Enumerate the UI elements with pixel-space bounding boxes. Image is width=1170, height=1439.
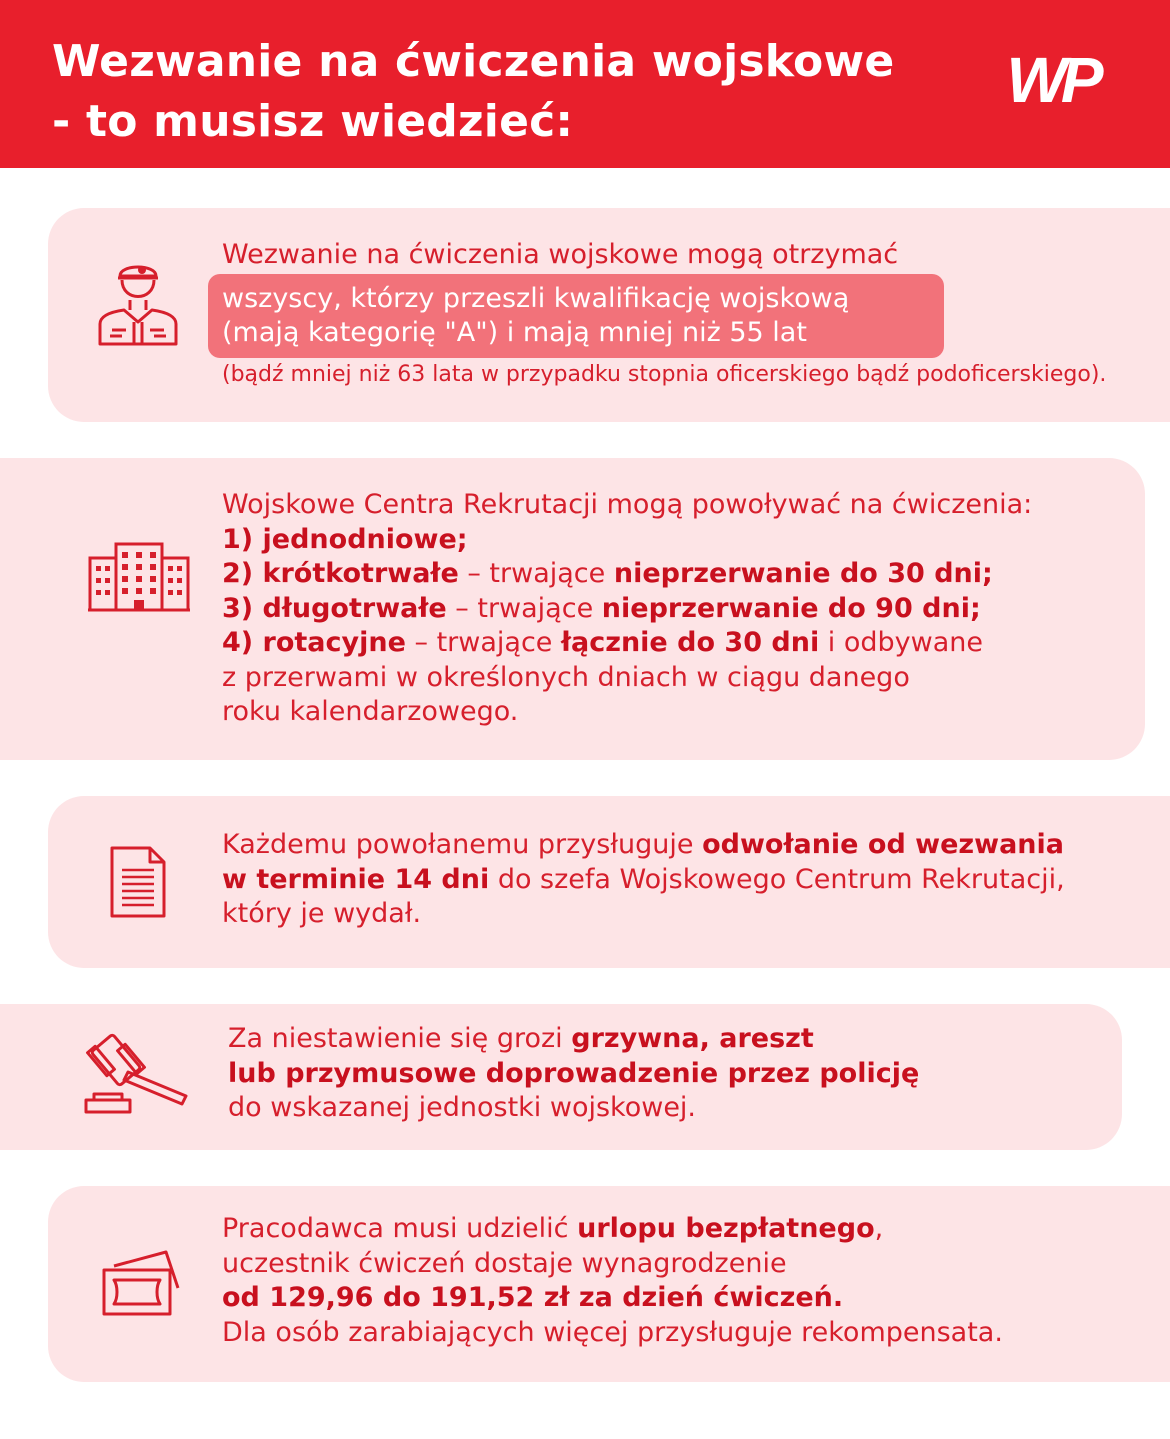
- section2-text: Wojskowe Centra Rekrutacji mogą powoływać na ćwiczenia: 1) jednodniowe; 2) krótkotrwałe – trwające nieprzerwanie do 30 dni; 3) długotrwałe – trwające nieprzerwanie do 90 dni; 4) rotacyjne – trwające łącznie do 30 dni i odbywane z przerwami w określonych dniach w ciągu danego roku kalendarzowego.: [222, 489, 1033, 727]
- section1-highlight: wszyscy, którzy przeszli kwalifikację wojskową (mają kategorię "A") i mają mniej niż 55 lat: [222, 283, 850, 348]
- section1-note: (bądź mniej niż 63 lata w przypadku stopnia oficerskiego bądź podoficerskiego).: [222, 362, 1107, 387]
- soldier-icon: [94, 256, 182, 348]
- section1-line1: Wezwanie na ćwiczenia wojskowe mogą otrzymać: [222, 239, 899, 270]
- section4-text: Za niestawienie się grozi grzywna, areszt lub przymusowe doprowadzenie przez policję do wskazanej jednostki wojskowej.: [228, 1023, 920, 1123]
- gavel-icon: [80, 1030, 198, 1120]
- building-icon: [86, 540, 192, 614]
- section5-text: Pracodawca musi udzielić urlopu bezpłatnego, uczestnik ćwiczeń dostaje wynagrodzenie od 129,96 do 191,52 zł za dzień ćwiczeń. Dla osób zarabiających więcej przysługuje rekompensata.: [222, 1213, 1003, 1348]
- wp-logo: [992, 44, 1112, 120]
- header-banner: [0, 0, 1170, 168]
- money-icon: [100, 1248, 186, 1318]
- document-icon: [108, 844, 168, 920]
- section3-text: Każdemu powołanemu przysługuje odwołanie od wezwania w terminie 14 dni do szefa Wojskowego Centrum Rekrutacji, który je wydał.: [222, 829, 1065, 929]
- svg-text:WP: WP: [1006, 44, 1098, 116]
- page-title: Wezwanie na ćwiczenia wojskowe - to musisz wiedzieć:: [52, 36, 895, 147]
